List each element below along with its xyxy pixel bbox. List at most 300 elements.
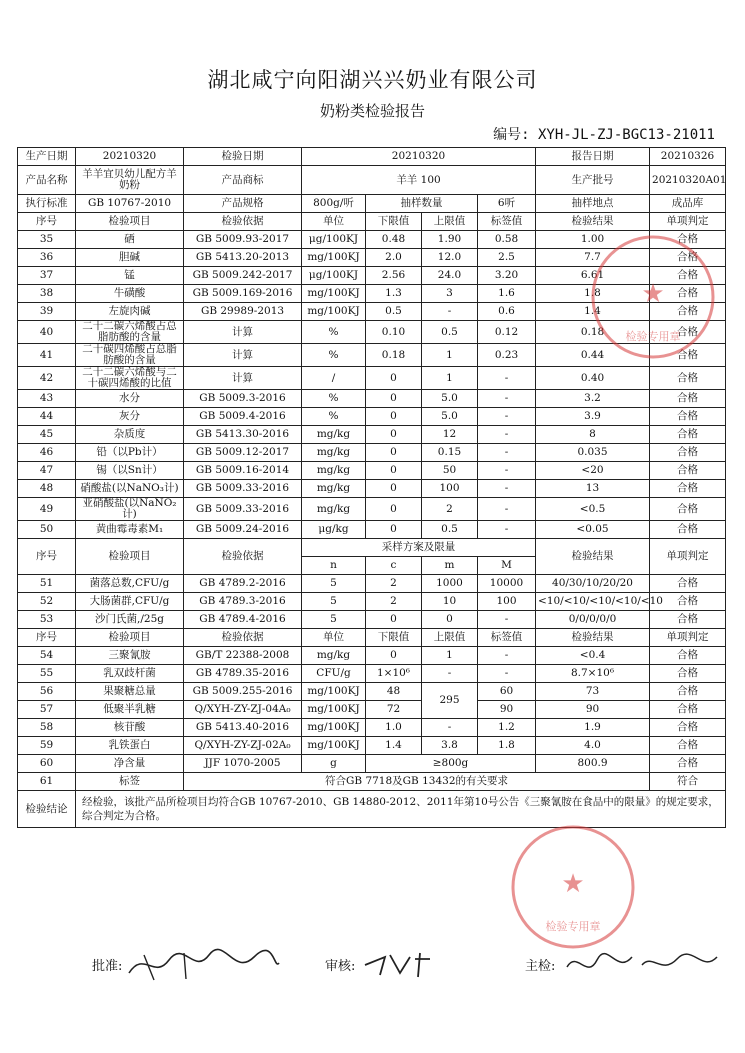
header-lower: 下限值 (366, 629, 422, 647)
cell-basis: GB 5413.20-2013 (184, 249, 302, 267)
cell-item: 牛磺酸 (76, 285, 184, 303)
cell-verdict: 合格 (650, 480, 726, 498)
cell-unit: mg/100KJ (302, 737, 366, 755)
cell-upper: 12.0 (422, 249, 478, 267)
prod-date: 20210320 (76, 148, 184, 166)
cell-unit: mg/100KJ (302, 701, 366, 719)
cell-seq: 46 (18, 444, 76, 462)
cell-m: 1000 (422, 575, 478, 593)
cell-seq: 40 (18, 321, 76, 344)
table-row (18, 367, 726, 390)
cell-seq: 35 (18, 231, 76, 249)
cell-M: 100 (478, 593, 536, 611)
table-row (18, 719, 726, 737)
header-lower: 下限值 (366, 213, 422, 231)
cell-unit: mg/kg (302, 444, 366, 462)
cell-result: 3.9 (536, 408, 650, 426)
cell-unit: mg/100KJ (302, 719, 366, 737)
prod-date-label: 生产日期 (18, 148, 76, 166)
cell-lower: 0.18 (366, 344, 422, 367)
cell-seq: 53 (18, 611, 76, 629)
cell-upper: 3 (422, 285, 478, 303)
svg-text:★: ★ (641, 279, 665, 309)
cell-label-value: 0.12 (478, 321, 536, 344)
conclusion-text: 经检验，该批产品所检项目均符合GB 10767-2010、GB 14880-2012、2011年第10号公告《三聚氰胺在食品中的限量》的规定要求，综合判定为合格。 (76, 791, 726, 828)
cell-label-value: 0.6 (478, 303, 536, 321)
cell-lower: 0.5 (366, 303, 422, 321)
cell-verdict: 合格 (650, 701, 726, 719)
cell-result: 0.18 (536, 321, 650, 344)
cell-item: 灰分 (76, 408, 184, 426)
sample-place: 成品库 (650, 195, 726, 213)
cell-result: 73 (536, 683, 650, 701)
cell-upper: 1.90 (422, 231, 478, 249)
cell-label-value: 2.5 (478, 249, 536, 267)
header-result: 检验结果 (536, 539, 650, 575)
cell-label-value: 1.8 (478, 737, 536, 755)
cell-verdict: 符合 (650, 773, 726, 791)
table-row (18, 426, 726, 444)
cell-seq: 42 (18, 367, 76, 390)
cell-upper: - (422, 719, 478, 737)
standard: GB 10767-2010 (76, 195, 184, 213)
table-header-row (18, 213, 726, 231)
cell-seq: 47 (18, 462, 76, 480)
brand-label: 产品商标 (184, 166, 302, 195)
cell-label-value: - (478, 647, 536, 665)
cell-seq: 43 (18, 390, 76, 408)
cell-M: - (478, 611, 536, 629)
reviewer-signature (360, 945, 440, 983)
header-seq: 序号 (18, 213, 76, 231)
cell-verdict: 合格 (650, 285, 726, 303)
cell-item: 左旋肉碱 (76, 303, 184, 321)
cell-result: 4.0 (536, 737, 650, 755)
report-date-label: 报告日期 (536, 148, 650, 166)
test-date: 20210320 (302, 148, 536, 166)
header-upper: 上限值 (422, 213, 478, 231)
cell-label-value: - (478, 665, 536, 683)
table-header-row-3 (18, 629, 726, 647)
cell-upper: - (422, 303, 478, 321)
table-row (18, 647, 726, 665)
cell-unit: mg/kg (302, 647, 366, 665)
cell-n: 5 (302, 611, 366, 629)
sample-place-label: 抽样地点 (536, 195, 650, 213)
cell-basis: GB 5413.40-2016 (184, 719, 302, 737)
cell-upper: 0.15 (422, 444, 478, 462)
header-seq: 序号 (18, 539, 76, 575)
header-item: 检验项目 (76, 629, 184, 647)
cell-basis: GB/T 22388-2008 (184, 647, 302, 665)
cell-item: 沙门氏菌,/25g (76, 611, 184, 629)
cell-label-value: 90 (478, 701, 536, 719)
batch-label: 生产批号 (536, 166, 650, 195)
cell-basis: GB 4789.35-2016 (184, 665, 302, 683)
stamp-sub-bottom: 检验专用章 (545, 920, 601, 933)
cell-m: 10 (422, 593, 478, 611)
header-result: 检验结果 (536, 629, 650, 647)
product-name: 羊羊宜贝幼儿配方羊奶粉 (76, 166, 184, 195)
cell-item: 乳双歧杆菌 (76, 665, 184, 683)
header-verdict: 单项判定 (650, 213, 726, 231)
cell-seq: 51 (18, 575, 76, 593)
cell-unit: μg/100KJ (302, 231, 366, 249)
cell-seq: 54 (18, 647, 76, 665)
approve-label: 批准: (92, 959, 123, 974)
cell-lower: 0 (366, 498, 422, 521)
cell-lower: 0 (366, 647, 422, 665)
cell-item: 二十二碳六烯酸占总脂肪酸的含量 (76, 321, 184, 344)
cell-item: 亚硝酸盐(以NaNO₂计) (76, 498, 184, 521)
cell-upper: 0.5 (422, 321, 478, 344)
cell-lower: 2.56 (366, 267, 422, 285)
cell-seq: 55 (18, 665, 76, 683)
cell-result: <20 (536, 462, 650, 480)
cell-item: 胆碱 (76, 249, 184, 267)
cell-lower: 48 (366, 683, 422, 701)
product-name-label: 产品名称 (18, 166, 76, 195)
cell-label-value: 3.20 (478, 267, 536, 285)
cell-upper: 5.0 (422, 408, 478, 426)
cell-verdict: 合格 (650, 683, 726, 701)
header-result: 检验结果 (536, 213, 650, 231)
cell-result: <0.4 (536, 647, 650, 665)
cell-unit: CFU/g (302, 665, 366, 683)
table-row (18, 737, 726, 755)
batch: 20210320A01 (650, 166, 726, 195)
cell-lower: 0 (366, 408, 422, 426)
cell-result: 1.00 (536, 231, 650, 249)
cell-label-value: - (478, 408, 536, 426)
cell-item: 净含量 (76, 755, 184, 773)
header-n-lower: n (302, 557, 366, 575)
cell-verdict: 合格 (650, 575, 726, 593)
cell-requirement: 符合GB 7718及GB 13432的有关要求 (184, 773, 650, 791)
cell-verdict: 合格 (650, 367, 726, 390)
cell-upper: 0.5 (422, 521, 478, 539)
cell-verdict: 合格 (650, 231, 726, 249)
cell-basis: GB 5009.169-2016 (184, 285, 302, 303)
table-row (18, 665, 726, 683)
table-row (18, 444, 726, 462)
cell-result: 13 (536, 480, 650, 498)
cell-upper: 1 (422, 647, 478, 665)
cell-basis: GB 29989-2013 (184, 303, 302, 321)
header-verdict: 单项判定 (650, 629, 726, 647)
cell-verdict: 合格 (650, 426, 726, 444)
cell-upper: - (422, 665, 478, 683)
cell-label-value: - (478, 390, 536, 408)
cell-item: 铅（以Pb计） (76, 444, 184, 462)
cell-result: 3.2 (536, 390, 650, 408)
cell-verdict: 合格 (650, 611, 726, 629)
cell-item: 黄曲霉毒素M₁ (76, 521, 184, 539)
report-title: 奶粉类检验报告 (319, 102, 425, 120)
report-date: 20210326 (650, 148, 726, 166)
cell-label-value: - (478, 462, 536, 480)
cell-label-value: 0.58 (478, 231, 536, 249)
cell-seq: 58 (18, 719, 76, 737)
micro-row (18, 593, 726, 611)
cell-result: 6.61 (536, 267, 650, 285)
cell-verdict: 合格 (650, 303, 726, 321)
micro-row (18, 611, 726, 629)
cell-upper: 3.8 (422, 737, 478, 755)
cell-item: 核苷酸 (76, 719, 184, 737)
cell-lower: 1.3 (366, 285, 422, 303)
header-unit: 单位 (302, 629, 366, 647)
cell-basis: Q/XYH-ZY-ZJ-04A₀ (184, 701, 302, 719)
cell-item: 乳铁蛋白 (76, 737, 184, 755)
cell-basis: GB 5009.33-2016 (184, 498, 302, 521)
cell-seq: 49 (18, 498, 76, 521)
cell-seq: 56 (18, 683, 76, 701)
cell-result: <0.05 (536, 521, 650, 539)
cell-lower: 0 (366, 480, 422, 498)
cell-seq: 60 (18, 755, 76, 773)
spec-label: 产品规格 (184, 195, 302, 213)
cell-result: 0/0/0/0/0 (536, 611, 650, 629)
cell-result: 1.8 (536, 285, 650, 303)
cell-lower: 0.48 (366, 231, 422, 249)
report-serial-number: 编号: XYH-JL-ZJ-BGC13-21011 (493, 127, 715, 143)
cell-unit: % (302, 344, 366, 367)
cell-unit: % (302, 408, 366, 426)
cell-seq: 38 (18, 285, 76, 303)
sample-qty: 6听 (478, 195, 536, 213)
cell-basis: GB 5009.3-2016 (184, 390, 302, 408)
header-basis: 检验依据 (184, 539, 302, 575)
cell-item: 锡（以Sn计） (76, 462, 184, 480)
stamp-sub-top: 检验专用章 (625, 330, 681, 343)
cell-result: <0.5 (536, 498, 650, 521)
cell-unit: % (302, 390, 366, 408)
cell-unit: mg/100KJ (302, 249, 366, 267)
cell-verdict: 合格 (650, 267, 726, 285)
cell-verdict: 合格 (650, 755, 726, 773)
sample-qty-label: 抽样数量 (366, 195, 478, 213)
cell-label-value: - (478, 521, 536, 539)
cell-seq: 57 (18, 701, 76, 719)
header-c-lower: c (366, 557, 422, 575)
cell-label-value: - (478, 426, 536, 444)
cell-lower: 0 (366, 444, 422, 462)
cell-lower: 0 (366, 390, 422, 408)
cell-result: 8 (536, 426, 650, 444)
cell-label-value: 1.2 (478, 719, 536, 737)
cell-verdict: 合格 (650, 462, 726, 480)
cell-label-value: - (478, 480, 536, 498)
cell-seq: 39 (18, 303, 76, 321)
cell-limit: ≥800g (366, 755, 536, 773)
cell-label-value: - (478, 367, 536, 390)
header-item: 检验项目 (76, 213, 184, 231)
standard-label: 执行标准 (18, 195, 76, 213)
cell-label-value: - (478, 498, 536, 521)
company-name: 湖北咸宁向阳湖兴兴奶业有限公司 (207, 68, 538, 92)
cell-basis: GB 4789.3-2016 (184, 593, 302, 611)
cell-unit: % (302, 321, 366, 344)
cell-basis: GB 5009.255-2016 (184, 683, 302, 701)
review-label: 审核: (325, 959, 356, 974)
table-row-61 (18, 773, 726, 791)
cell-item: 标签 (76, 773, 184, 791)
cell-seq: 37 (18, 267, 76, 285)
cell-item: 二十碳四烯酸占总脂肪酸的含量 (76, 344, 184, 367)
cell-verdict: 合格 (650, 321, 726, 344)
cell-unit: mg/100KJ (302, 303, 366, 321)
header-m-upper: M (478, 557, 536, 575)
table-row-60 (18, 755, 726, 773)
cell-result: 90 (536, 701, 650, 719)
cell-unit: mg/kg (302, 498, 366, 521)
cell-label-value: 0.23 (478, 344, 536, 367)
cell-upper: 100 (422, 480, 478, 498)
cell-item: 二十二碳六烯酸与二十碳四烯酸的比值 (76, 367, 184, 390)
cell-basis: GB 5009.33-2016 (184, 480, 302, 498)
micro-row (18, 575, 726, 593)
cell-item: 大肠菌群,CFU/g (76, 593, 184, 611)
cell-verdict: 合格 (650, 665, 726, 683)
inspection-stamp-top (588, 232, 718, 362)
cell-lower: 0 (366, 367, 422, 390)
cell-result: 0.035 (536, 444, 650, 462)
cell-seq: 59 (18, 737, 76, 755)
cell-item: 三聚氰胺 (76, 647, 184, 665)
header-verdict: 单项判定 (650, 539, 726, 575)
cell-upper: 1 (422, 367, 478, 390)
cell-unit: mg/kg (302, 426, 366, 444)
cell-c: 0 (366, 611, 422, 629)
cell-upper: 24.0 (422, 267, 478, 285)
cell-unit: mg/kg (302, 480, 366, 498)
cell-verdict: 合格 (650, 249, 726, 267)
cell-basis: 计算 (184, 344, 302, 367)
info-row-1 (18, 148, 726, 166)
cell-item: 杂质度 (76, 426, 184, 444)
micro-header-row-1 (18, 539, 726, 557)
cell-item: 锰 (76, 267, 184, 285)
cell-label-value: - (478, 444, 536, 462)
cell-lower: 72 (366, 701, 422, 719)
cell-verdict: 合格 (650, 521, 726, 539)
header-basis: 检验依据 (184, 213, 302, 231)
spec: 800g/听 (302, 195, 366, 213)
cell-verdict: 合格 (650, 408, 726, 426)
cell-basis: GB 5009.12-2017 (184, 444, 302, 462)
cell-unit: mg/kg (302, 462, 366, 480)
test-date-label: 检验日期 (184, 148, 302, 166)
cell-unit: g (302, 755, 366, 773)
cell-basis: GB 5009.93-2017 (184, 231, 302, 249)
cell-result: 1.9 (536, 719, 650, 737)
header-basis: 检验依据 (184, 629, 302, 647)
cell-basis: JJF 1070-2005 (184, 755, 302, 773)
header-label-value: 标签值 (478, 213, 536, 231)
cell-item: 菌落总数,CFU/g (76, 575, 184, 593)
cell-unit: mg/100KJ (302, 285, 366, 303)
cell-c: 2 (366, 575, 422, 593)
cell-basis: GB 5009.16-2014 (184, 462, 302, 480)
cell-lower: 0 (366, 426, 422, 444)
approver-signature (124, 945, 284, 985)
info-row-3 (18, 195, 726, 213)
header-unit: 单位 (302, 213, 366, 231)
cell-result: <10/<10/<10/<10/<10 (536, 593, 650, 611)
cell-lower: 0 (366, 521, 422, 539)
cell-result: 0.40 (536, 367, 650, 390)
table-row (18, 390, 726, 408)
cell-seq: 52 (18, 593, 76, 611)
table-row (18, 480, 726, 498)
cell-basis: 计算 (184, 367, 302, 390)
cell-label-value: 60 (478, 683, 536, 701)
conclusion-label: 检验结论 (18, 791, 76, 828)
cell-lower: 2.0 (366, 249, 422, 267)
cell-unit: mg/100KJ (302, 683, 366, 701)
cell-M: 10000 (478, 575, 536, 593)
cell-verdict: 合格 (650, 344, 726, 367)
cell-result: 40/30/10/20/20 (536, 575, 650, 593)
cell-item: 硝酸盐(以NaNO₃计) (76, 480, 184, 498)
cell-verdict: 合格 (650, 719, 726, 737)
cell-basis: GB 5009.4-2016 (184, 408, 302, 426)
table-row (18, 462, 726, 480)
table-row (18, 408, 726, 426)
cell-n: 5 (302, 593, 366, 611)
cell-item: 果聚糖总量 (76, 683, 184, 701)
cell-upper: 12 (422, 426, 478, 444)
header-item: 检验项目 (76, 539, 184, 575)
inspection-stamp-bottom (508, 822, 638, 952)
cell-m: 0 (422, 611, 478, 629)
cell-basis: 计算 (184, 321, 302, 344)
cell-unit: μg/100KJ (302, 267, 366, 285)
cell-result: 1.4 (536, 303, 650, 321)
cell-unit: / (302, 367, 366, 390)
svg-text:★: ★ (561, 869, 585, 899)
cell-seq: 36 (18, 249, 76, 267)
cell-basis: GB 4789.2-2016 (184, 575, 302, 593)
table-row-57 (18, 701, 726, 719)
cell-item: 硒 (76, 231, 184, 249)
cell-upper: 2 (422, 498, 478, 521)
cell-lower: 0 (366, 462, 422, 480)
cell-seq: 50 (18, 521, 76, 539)
table-row (18, 498, 726, 521)
cell-c: 2 (366, 593, 422, 611)
cell-upper: 1 (422, 344, 478, 367)
header-m-lower: m (422, 557, 478, 575)
cell-verdict: 合格 (650, 498, 726, 521)
header-sampling-plan: 采样方案及限量 (302, 539, 536, 557)
cell-label-value: 1.6 (478, 285, 536, 303)
cell-seq: 44 (18, 408, 76, 426)
cell-basis: Q/XYH-ZY-ZJ-02A₀ (184, 737, 302, 755)
header-upper: 上限值 (422, 629, 478, 647)
cell-result: 800.9 (536, 755, 650, 773)
cell-lower: 1×10⁶ (366, 665, 422, 683)
info-row-2 (18, 166, 726, 195)
table-row (18, 521, 726, 539)
cell-lower: 1.0 (366, 719, 422, 737)
cell-basis: GB 4789.4-2016 (184, 611, 302, 629)
table-row-56 (18, 683, 726, 701)
header-seq: 序号 (18, 629, 76, 647)
cell-basis: GB 5009.242-2017 (184, 267, 302, 285)
cell-verdict: 合格 (650, 390, 726, 408)
